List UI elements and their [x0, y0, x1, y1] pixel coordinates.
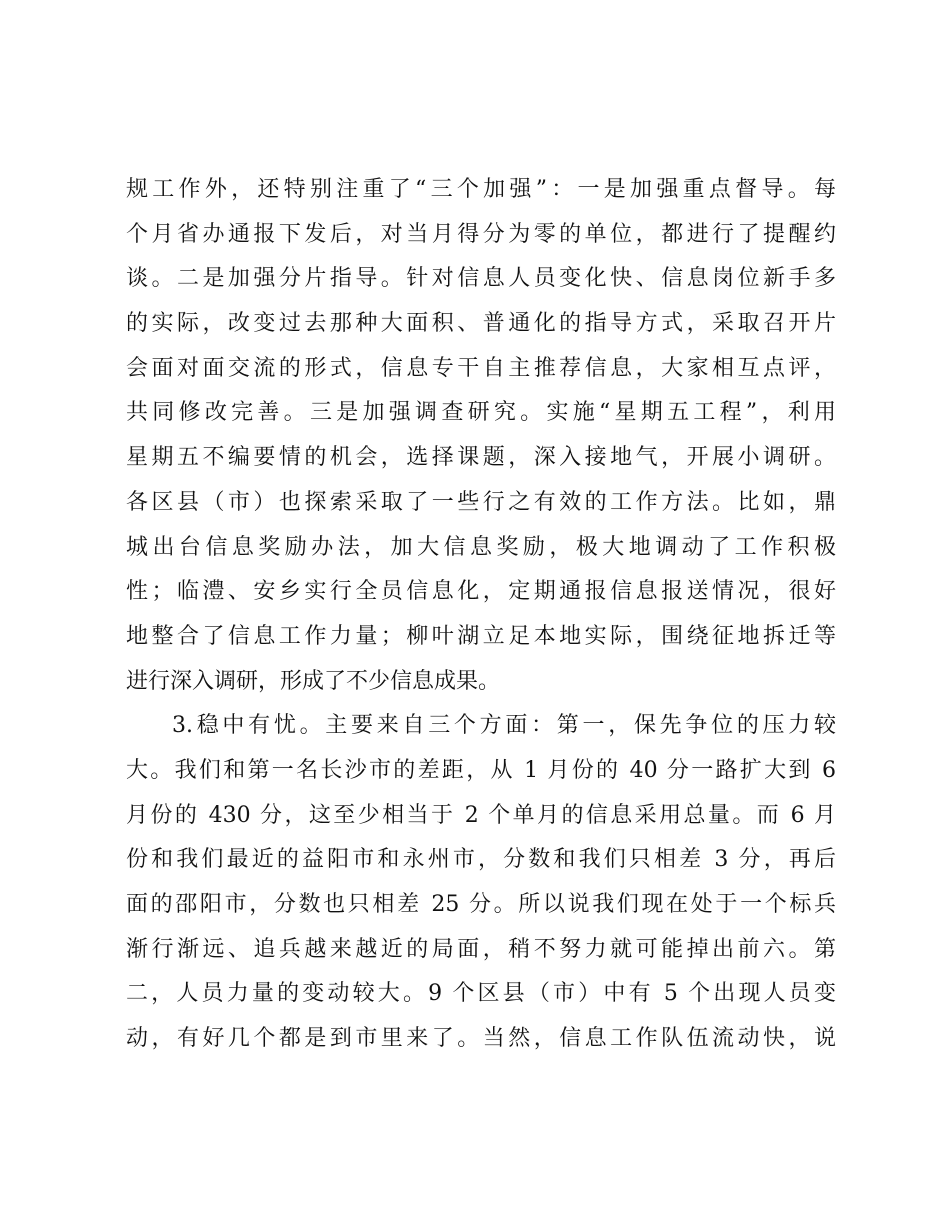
text-line: 规工作外，还特别注重了“三个加强”：一是加强重点督导。每	[126, 177, 836, 202]
text-line: 性；临澧、安乡实行全员信息化，定期通报信息报送情况，很好	[126, 579, 836, 605]
text-line: 渐行渐远、追兵越来越近的局面，稍不努力就可能掉出前六。第	[126, 936, 836, 962]
text-line: 大。我们和第一名长沙市的差距，从 1 月份的 40 分一路扩大到 6	[126, 757, 836, 783]
text-line: 星期五不编要情的机会，选择课题，深入接地气，开展小调研。	[126, 445, 836, 471]
text-line: 共同修改完善。三是加强调查研究。实施“星期五工程”，利用	[126, 400, 836, 426]
body-text	[126, 168, 836, 1062]
text-line: 城出台信息奖励办法，加大信息奖励，极大地调动了工作积极	[126, 534, 836, 560]
text-line: 二，人员力量的变动较大。9 个区县（市）中有 5 个出现人员变	[126, 981, 836, 1007]
text-line: 3.稳中有忧。主要来自三个方面：第一，保先争位的压力较	[172, 713, 836, 739]
text-line: 面的邵阳市，分数也只相差 25 分。所以说我们现在处于一个标兵	[126, 892, 836, 917]
text-line: 各区县（市）也探索采取了一些行之有效的工作方法。比如，鼎	[126, 489, 836, 515]
text-line: 地整合了信息工作力量；柳叶湖立足本地实际，围绕征地拆迁等	[126, 623, 836, 649]
text-line: 月份的 430 分，这至少相当于 2 个单月的信息采用总量。而 6 月	[126, 802, 836, 828]
text-line: 谈。二是加强分片指导。针对信息人员变化快、信息岗位新手多	[126, 266, 836, 292]
text-line: 会面对面交流的形式，信息专干自主推荐信息，大家相互点评，	[126, 355, 836, 381]
text-line: 进行深入调研，形成了不少信息成果。	[126, 668, 501, 694]
text-line: 动，有好几个都是到市里来了。当然，信息工作队伍流动快，说	[126, 1026, 836, 1052]
text-line: 份和我们最近的益阳市和永州市，分数和我们只相差 3 分，再后	[126, 847, 836, 873]
text-line: 个月省办通报下发后，对当月得分为零的单位，都进行了提醒约	[126, 221, 836, 247]
text-line: 的实际，改变过去那种大面积、普通化的指导方式，采取召开片	[126, 311, 836, 337]
